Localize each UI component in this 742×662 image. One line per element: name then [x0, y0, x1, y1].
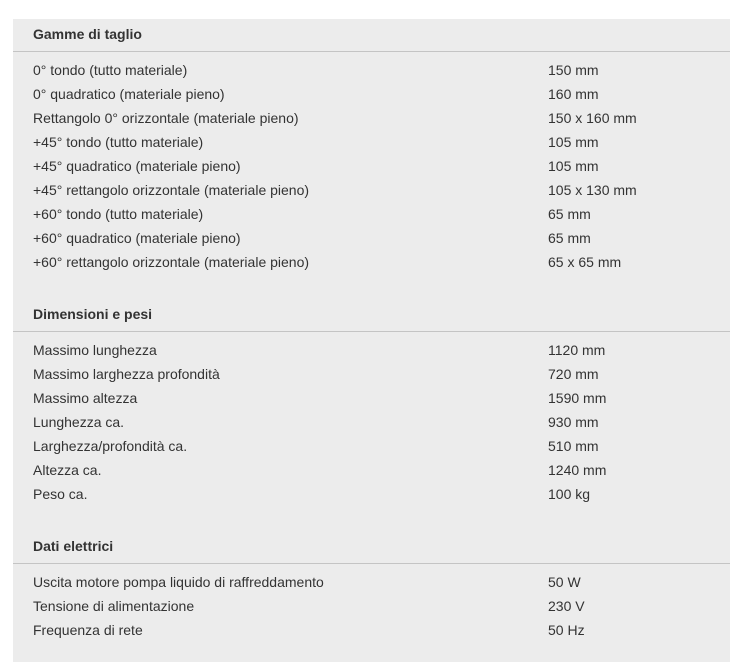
spec-label: Altezza ca.: [33, 462, 102, 478]
spec-label: Lunghezza ca.: [33, 414, 125, 430]
section-divider: [13, 331, 730, 332]
section-divider: [13, 563, 730, 564]
spec-row: [13, 226, 730, 250]
spec-label: Tensione di alimentazione: [33, 598, 195, 614]
spec-row: [13, 202, 730, 226]
spec-value: 50 Hz: [548, 622, 585, 638]
spec-row: [13, 594, 730, 618]
spec-row: [13, 178, 730, 202]
spec-value: 65 x 65 mm: [548, 254, 622, 270]
spec-row: [13, 154, 730, 178]
section-title: Gamme di taglio: [33, 26, 142, 42]
spec-row: [13, 82, 730, 106]
spec-label: +45° quadratico (materiale pieno): [33, 158, 241, 174]
spec-value: 105 mm: [548, 158, 599, 174]
spec-value: 1240 mm: [548, 462, 607, 478]
spec-row: [13, 386, 730, 410]
spec-label: Massimo lunghezza: [33, 342, 157, 358]
section-divider: [13, 51, 730, 52]
spec-label: +60° tondo (tutto materiale): [33, 206, 204, 222]
spec-value: 65 mm: [548, 206, 591, 222]
section-title: Dati elettrici: [33, 538, 114, 554]
spec-label: Rettangolo 0° orizzontale (materiale pieno): [33, 110, 299, 126]
section-title: Dimensioni e pesi: [33, 306, 153, 322]
spec-row: [13, 130, 730, 154]
spec-label: Frequenza di rete: [33, 622, 143, 638]
spec-label: +45° tondo (tutto materiale): [33, 134, 204, 150]
spec-value: 105 x 130 mm: [548, 182, 637, 198]
spec-value: 160 mm: [548, 86, 599, 102]
spec-label: Uscita motore pompa liquido di raffreddamento: [33, 574, 324, 590]
spec-row: [13, 410, 730, 434]
spec-value: 720 mm: [548, 366, 599, 382]
spec-value: 150 mm: [548, 62, 599, 78]
spec-row: [13, 434, 730, 458]
spec-label: +60° rettangolo orizzontale (materiale pieno): [33, 254, 310, 270]
spec-label: 0° tondo (tutto materiale): [33, 62, 188, 78]
spec-value: 230 V: [548, 598, 585, 614]
spec-value: 150 x 160 mm: [548, 110, 637, 126]
spec-row: [13, 458, 730, 482]
spec-label: 0° quadratico (materiale pieno): [33, 86, 225, 102]
spec-value: 510 mm: [548, 438, 599, 454]
spec-row: [13, 618, 730, 642]
spec-value: 65 mm: [548, 230, 591, 246]
spec-label: Larghezza/profondità ca.: [33, 438, 188, 454]
spec-label: Peso ca.: [33, 486, 88, 502]
spec-label: +60° quadratico (materiale pieno): [33, 230, 241, 246]
spec-value: 50 W: [548, 574, 581, 590]
spec-value: 1120 mm: [548, 342, 606, 358]
spec-value: 105 mm: [548, 134, 599, 150]
spec-row: [13, 250, 730, 274]
spec-row: [13, 338, 730, 362]
spec-row: [13, 106, 730, 130]
spec-label: +45° rettangolo orizzontale (materiale pieno): [33, 182, 310, 198]
spec-value: 100 kg: [548, 486, 591, 502]
spec-row: [13, 570, 730, 594]
spec-panel: [13, 19, 730, 662]
spec-value: 1590 mm: [548, 390, 607, 406]
spec-row: [13, 482, 730, 506]
spec-row: [13, 362, 730, 386]
spec-label: Massimo larghezza profondità: [33, 366, 220, 382]
spec-row: [13, 58, 730, 82]
spec-value: 930 mm: [548, 414, 599, 430]
spec-label: Massimo altezza: [33, 390, 138, 406]
